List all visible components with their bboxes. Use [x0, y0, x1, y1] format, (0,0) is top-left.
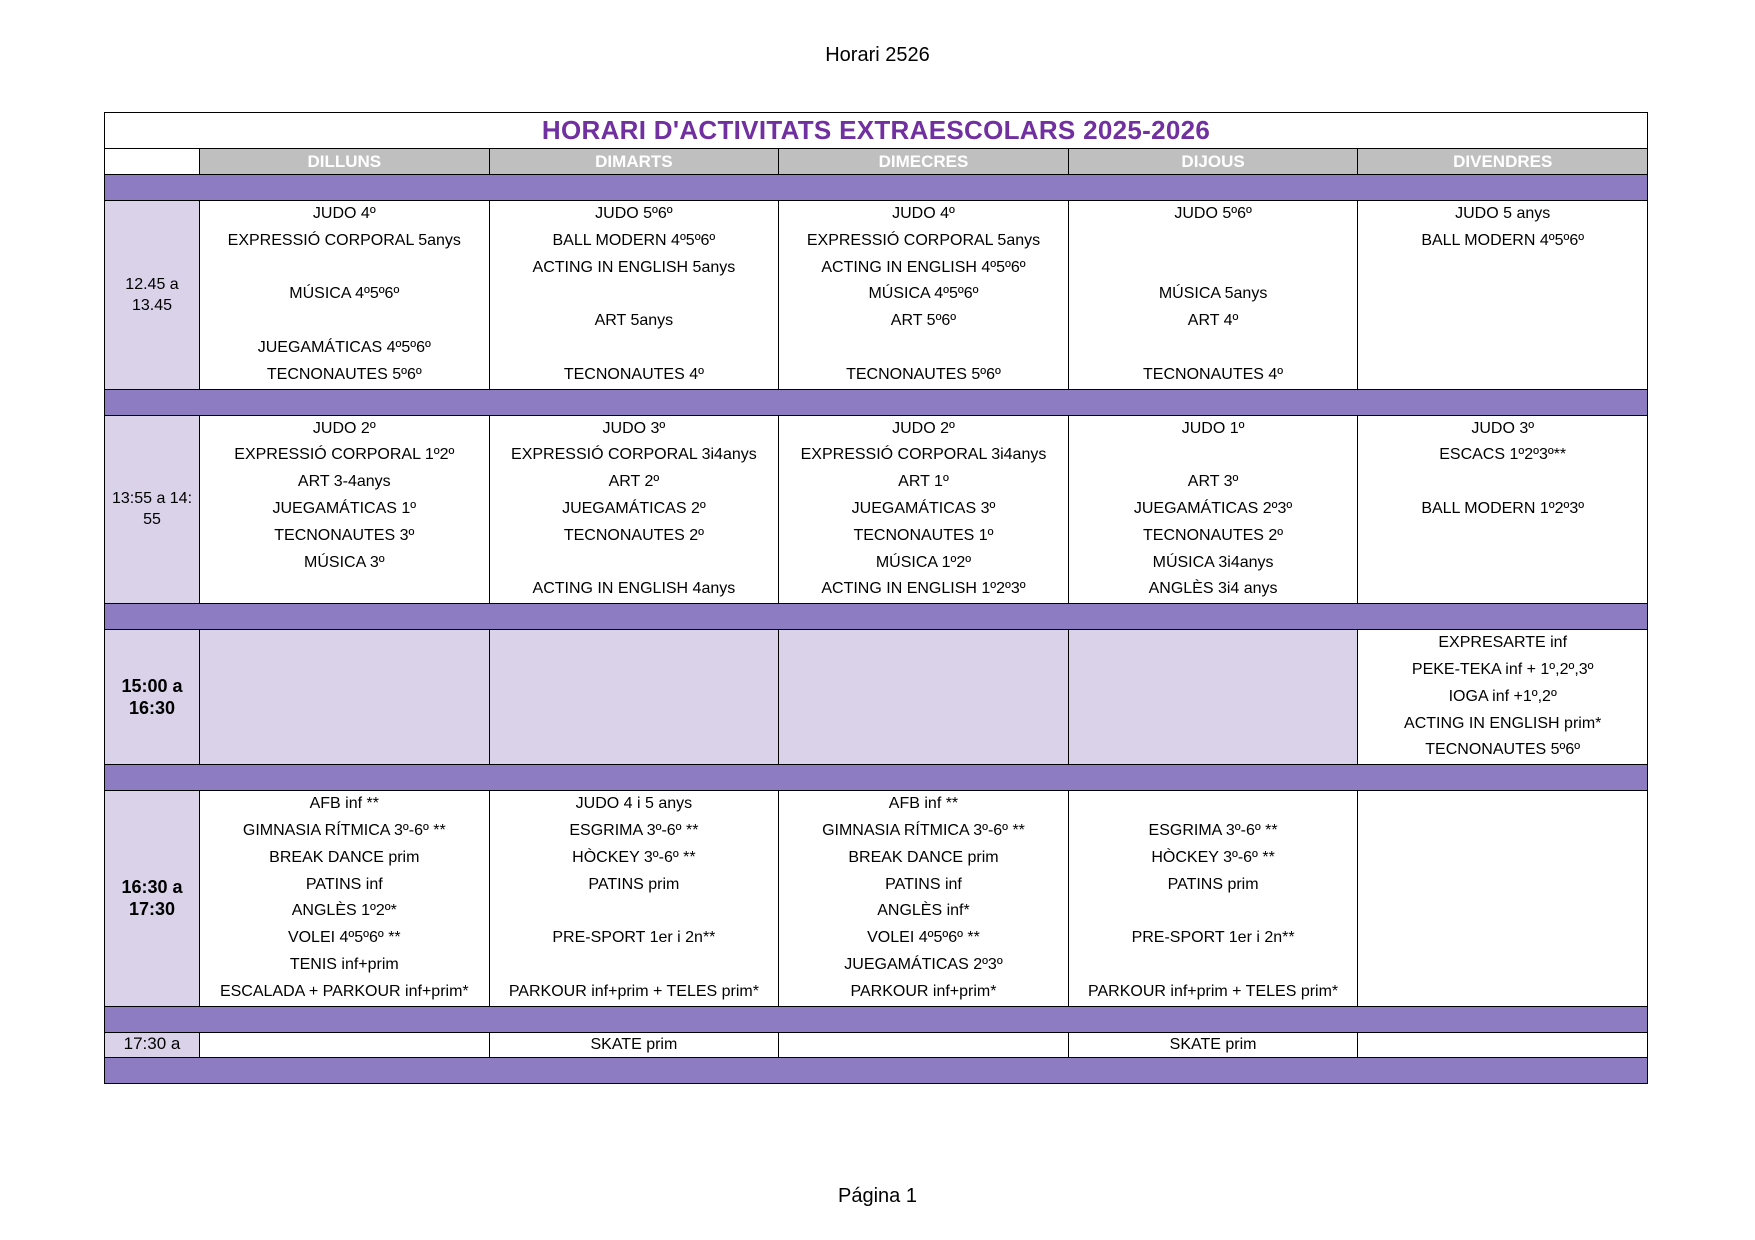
- time-slot-row: [105, 1032, 1648, 1057]
- activity-entry: ART 2º: [608, 473, 660, 491]
- activity-entry: BALL MODERN 1º2º3º: [1421, 499, 1585, 517]
- activity-entry: TENIS inf+prim: [289, 955, 399, 973]
- activity-entry: ART 3º: [1187, 473, 1239, 491]
- page-header: Horari 2526: [825, 44, 930, 66]
- activity-entry: ACTING IN ENGLISH prim*: [1404, 714, 1602, 732]
- activity-entry: SKATE prim: [590, 1035, 678, 1053]
- day-header-wednesday: DIMECRES: [779, 149, 1069, 175]
- time-slot-row: [105, 791, 1648, 1006]
- activity-entry: JUDO 2º: [892, 419, 955, 437]
- activity-entry: [1358, 362, 1647, 389]
- activity-entry: JUDO 2º: [312, 419, 376, 437]
- activity-entry: ACTING IN ENGLISH 4anys: [532, 580, 736, 598]
- page-footer: Página 1: [838, 1185, 917, 1207]
- activity-entry: TECNONAUTES 5º6º: [1425, 741, 1581, 759]
- activity-cell-thursday: [1068, 630, 1358, 765]
- activity-entry: ANGLÈS 3i4 anys: [1148, 580, 1278, 598]
- activity-entry: [1069, 335, 1358, 362]
- activity-cell-thursday: [1068, 791, 1358, 1006]
- activity-entry: [1358, 523, 1647, 550]
- activity-cell-thursday: [1068, 1032, 1358, 1057]
- activity-entry: ART 5º6º: [890, 312, 957, 330]
- time-slot-label: 16:30 a 17:30: [105, 791, 200, 1006]
- activity-entry: [490, 952, 779, 979]
- activity-entry: ART 5anys: [594, 312, 674, 330]
- activity-entry: [200, 308, 489, 335]
- activity-entry: JUDO 4 i 5 anys: [575, 795, 693, 813]
- separator-row: [105, 1057, 1648, 1083]
- activity-entry: [490, 550, 779, 577]
- activity-entry: PATINS inf: [305, 875, 383, 893]
- activity-entry: [200, 576, 489, 603]
- activity-entry: MÚSICA 1º2º: [875, 553, 972, 571]
- separator-band: [105, 1006, 1648, 1032]
- activity-entry: BALL MODERN 4º5º6º: [552, 231, 716, 249]
- separator-row: [105, 604, 1648, 630]
- activity-entry: PEKE-TEKA inf + 1º,2º,3º: [1411, 660, 1594, 678]
- activity-cell-monday: [200, 1032, 490, 1057]
- time-slot-label: 12.45 a 13.45: [105, 201, 200, 390]
- activity-entry: AFB inf **: [309, 795, 379, 813]
- activity-entry: AFB inf **: [888, 795, 959, 813]
- separator-row: [105, 389, 1648, 415]
- activity-entry: JUEGAMÁTICAS 2º: [562, 499, 706, 517]
- activity-entry: TECNONAUTES 3º: [274, 526, 415, 544]
- activity-cell-wednesday: [779, 201, 1069, 390]
- corner-cell: [105, 149, 200, 175]
- activity-cell-thursday: [1068, 201, 1358, 390]
- activity-entry: TECNONAUTES 2º: [563, 526, 704, 544]
- time-slot-row: [105, 630, 1648, 765]
- activity-entry: ART 1º: [898, 473, 949, 491]
- activity-entry: [1069, 442, 1358, 469]
- activity-entry: EXPRESSIÓ CORPORAL 5anys: [227, 231, 461, 249]
- activity-entry: [779, 335, 1068, 362]
- activity-cell-thursday: [1068, 415, 1358, 604]
- separator-band: [105, 175, 1648, 201]
- activity-entry: JUDO 4º: [892, 205, 955, 222]
- activity-entry: MÚSICA 4º5º6º: [289, 285, 400, 303]
- time-slot-row: [105, 201, 1648, 390]
- activity-entry: [1358, 255, 1647, 282]
- activity-entry: MÚSICA 5anys: [1158, 285, 1268, 303]
- activity-entry: JUEGAMÁTICAS 2º3º: [1133, 499, 1293, 517]
- activity-entry: PARKOUR inf+prim*: [850, 982, 997, 1000]
- activity-entry: IOGA inf +1º,2º: [1448, 687, 1557, 705]
- activity-cell-friday: [1358, 791, 1648, 1006]
- activity-entry: GIMNASIA RÍTMICA 3º-6º **: [822, 821, 1025, 839]
- activity-entry: ACTING IN ENGLISH 4º5º6º: [821, 258, 1026, 276]
- activity-entry: JUEGAMÁTICAS 1º: [272, 499, 417, 517]
- activity-entry: TECNONAUTES 4º: [563, 365, 704, 383]
- activity-entry: TECNONAUTES 5º6º: [266, 365, 422, 383]
- activity-entry: [200, 255, 489, 282]
- activity-entry: GIMNASIA RÍTMICA 3º-6º **: [242, 821, 446, 839]
- activity-entry: MÚSICA 4º5º6º: [868, 285, 979, 303]
- activity-entry: [490, 898, 779, 925]
- activity-entry: HÒCKEY 3º-6º **: [1151, 848, 1275, 866]
- activity-entry: ANGLÈS 1º2º*: [291, 902, 397, 920]
- activity-entry: ESCALADA + PARKOUR inf+prim*: [219, 982, 469, 1000]
- activity-cell-monday: [200, 630, 490, 765]
- activity-cell-friday: [1358, 201, 1648, 390]
- activity-cell-tuesday: [489, 791, 779, 1006]
- activity-cell-friday: [1358, 630, 1648, 765]
- activity-entry: [1069, 952, 1358, 979]
- activity-entry: EXPRESARTE inf: [1438, 634, 1568, 652]
- activity-cell-friday: [1358, 415, 1648, 604]
- schedule-title: HORARI D'ACTIVITATS EXTRAESCOLARS 2025-2026: [105, 113, 1648, 149]
- activity-cell-monday: [200, 791, 490, 1006]
- activity-entry: ART 4º: [1187, 312, 1239, 330]
- activity-entry: JUDO 4º: [312, 205, 376, 222]
- activity-entry: [1069, 255, 1358, 282]
- activity-entry: PATINS inf: [885, 875, 962, 893]
- time-slot-row: [105, 415, 1648, 604]
- activity-entry: [1358, 308, 1647, 335]
- time-slot-label: 13:55 a 14: 55: [105, 415, 200, 604]
- activity-entry: MÚSICA 3º: [304, 553, 385, 571]
- activity-entry: TECNONAUTES 4º: [1143, 365, 1284, 383]
- activity-entry: ESCACS 1º2º3º**: [1439, 446, 1567, 464]
- activity-entry: EXPRESSIÓ CORPORAL 1º2º: [234, 446, 455, 464]
- day-header-thursday: DIJOUS: [1068, 149, 1358, 175]
- activity-entry: TECNONAUTES 5º6º: [846, 365, 1001, 383]
- activity-cell-tuesday: [489, 630, 779, 765]
- activity-entry: [490, 281, 779, 308]
- activity-entry: JUDO 3º: [602, 419, 666, 437]
- activity-entry: ANGLÈS inf*: [877, 902, 970, 920]
- activity-cell-friday: [1358, 1032, 1648, 1057]
- time-slot-label: 17:30 a: [105, 1032, 200, 1057]
- separator-row: [105, 1006, 1648, 1032]
- day-header-monday: DILLUNS: [200, 149, 490, 175]
- activity-entry: BREAK DANCE prim: [848, 848, 999, 866]
- activity-entry: EXPRESSIÓ CORPORAL 3i4anys: [800, 446, 1047, 464]
- activity-entry: ACTING IN ENGLISH 5anys: [532, 258, 736, 276]
- activity-entry: JUEGAMÁTICAS 4º5º6º: [257, 338, 431, 356]
- separator-band: [105, 765, 1648, 791]
- activity-entry: [779, 1034, 1068, 1056]
- activity-entry: PARKOUR inf+prim + TELES prim*: [1088, 982, 1339, 1000]
- activity-entry: [1358, 469, 1647, 496]
- activity-entry: MÚSICA 3i4anys: [1152, 553, 1274, 571]
- activity-entry: JUDO 5º6º: [595, 205, 673, 222]
- activity-cell-tuesday: [489, 415, 779, 604]
- activity-entry: JUEGAMÁTICAS 2º3º: [844, 955, 1003, 973]
- activity-cell-monday: [200, 201, 490, 390]
- activity-entry: EXPRESSIÓ CORPORAL 5anys: [806, 231, 1041, 249]
- separator-band: [105, 389, 1648, 415]
- activity-entry: [1069, 791, 1358, 818]
- activity-entry: PATINS prim: [1167, 875, 1259, 893]
- day-header-tuesday: DIMARTS: [489, 149, 779, 175]
- activity-entry: TECNONAUTES 1º: [853, 526, 994, 544]
- activity-entry: VOLEI 4º5º6º **: [867, 929, 980, 947]
- activity-entry: BREAK DANCE prim: [269, 848, 420, 866]
- activity-cell-monday: [200, 415, 490, 604]
- activity-entry: ART 3-4anys: [297, 473, 391, 491]
- activity-cell-wednesday: [779, 1032, 1069, 1057]
- activity-entry: TECNONAUTES 2º: [1143, 526, 1284, 544]
- activity-entry: PARKOUR inf+prim + TELES prim*: [508, 982, 759, 1000]
- activity-entry: ESGRIMA 3º-6º **: [569, 821, 699, 839]
- activity-entry: [1358, 335, 1647, 362]
- activity-entry: PATINS prim: [588, 875, 680, 893]
- activity-entry: [1069, 898, 1358, 925]
- activity-entry: HÒCKEY 3º-6º **: [572, 848, 696, 866]
- activity-entry: SKATE prim: [1169, 1035, 1257, 1053]
- activity-entry: BALL MODERN 4º5º6º: [1421, 231, 1585, 249]
- separator-band: [105, 604, 1648, 630]
- activity-cell-tuesday: [489, 1032, 779, 1057]
- activity-entry: ESGRIMA 3º-6º **: [1148, 821, 1278, 839]
- separator-row: [105, 765, 1648, 791]
- activity-entry: [490, 335, 779, 362]
- activity-entry: JUDO 5 anys: [1455, 205, 1551, 222]
- activity-entry: [1069, 228, 1358, 255]
- separator-band: [105, 1057, 1648, 1083]
- activity-entry: [200, 1034, 489, 1056]
- activity-entry: EXPRESSIÓ CORPORAL 3i4anys: [511, 446, 757, 464]
- activity-entry: [1358, 1034, 1647, 1056]
- activity-entry: PRE-SPORT 1er i 2n**: [552, 929, 716, 947]
- schedule-table: [104, 112, 1648, 1084]
- separator-row: [105, 175, 1648, 201]
- activity-cell-tuesday: [489, 201, 779, 390]
- activity-cell-wednesday: [779, 791, 1069, 1006]
- activity-entry: JUDO 1º: [1181, 419, 1245, 437]
- activity-entry: ACTING IN ENGLISH 1º2º3º: [821, 580, 1026, 598]
- activity-entry: [1358, 550, 1647, 577]
- activity-cell-wednesday: [779, 415, 1069, 604]
- day-header-friday: DIVENDRES: [1358, 149, 1648, 175]
- time-slot-label: 15:00 a 16:30: [105, 630, 200, 765]
- activity-cell-wednesday: [779, 630, 1069, 765]
- activity-entry: VOLEI 4º5º6º **: [287, 929, 401, 947]
- activity-entry: PRE-SPORT 1er i 2n**: [1131, 929, 1295, 947]
- activity-entry: [1358, 281, 1647, 308]
- activity-entry: JUDO 3º: [1471, 419, 1535, 437]
- activity-entry: JUDO 5º6º: [1174, 205, 1252, 222]
- activity-entry: JUEGAMÁTICAS 3º: [851, 499, 996, 517]
- activity-entry: [1358, 576, 1647, 603]
